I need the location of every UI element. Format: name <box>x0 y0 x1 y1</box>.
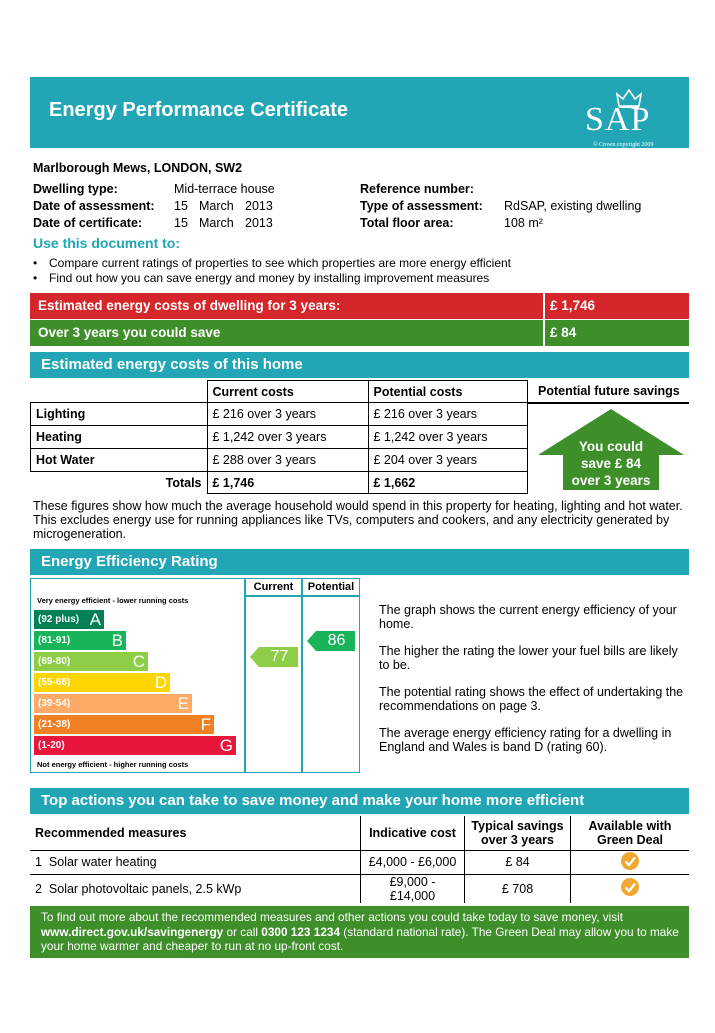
col-green-deal: Available with Green Deal <box>571 816 690 850</box>
cost-cell: £4,000 - £6,000 <box>361 850 465 874</box>
assessment-type-label: Type of assessment: <box>360 199 483 213</box>
row-current: £ 1,242 over 3 years <box>207 426 368 449</box>
assessment-year: 2013 <box>245 199 273 213</box>
property-address: Marlborough Mews, LONDON, SW2 <box>33 161 243 175</box>
table-row <box>30 850 689 874</box>
page-title: Energy Performance Certificate <box>49 99 349 121</box>
certificate-month: March <box>199 216 234 230</box>
explain-paragraph: The potential rating shows the effect of undertaking the recommendations on page 3. <box>379 685 684 713</box>
row-label: Lighting <box>31 403 208 426</box>
rating-band-c <box>34 652 148 671</box>
efficiency-explanation <box>379 603 689 754</box>
band-letter: G <box>219 736 233 755</box>
rating-band-g <box>34 736 236 755</box>
table-row <box>31 403 528 426</box>
col-current: Current <box>253 581 294 593</box>
green-deal-cell <box>571 874 690 903</box>
assessment-type-value: RdSAP, existing dwelling <box>504 199 642 213</box>
reference-label: Reference number: <box>360 182 474 196</box>
explain-paragraph: The average energy efficiency rating for a dwelling in England and Wales is band D (rating 60). <box>379 726 672 754</box>
explain-paragraph: The higher the rating the lower your fuel bills are likely to be. <box>379 644 678 672</box>
totals-row <box>31 472 528 494</box>
row-potential: £ 216 over 3 years <box>368 403 528 426</box>
row-label: Heating <box>31 426 208 449</box>
certificate-header <box>30 77 689 148</box>
list-item: • Compare current ratings of properties to see which properties are more energy efficient <box>33 256 512 270</box>
measure-cell: 1 Solar water heating <box>30 850 361 874</box>
band-range: (21-38) <box>38 719 71 730</box>
table-row <box>31 426 528 449</box>
col-current-costs: Current costs <box>207 381 368 403</box>
col-future-savings: Potential future savings <box>538 384 680 398</box>
measure-cell: 2 Solar photovoltaic panels, 2.5 kWp <box>30 874 361 903</box>
use-document-heading: Use this document to: <box>33 235 181 251</box>
table-row <box>31 449 528 472</box>
check-circle-icon <box>621 878 639 896</box>
costs-table <box>30 380 528 494</box>
estimated-cost-value: £ 1,746 <box>550 298 596 313</box>
costs-section-header <box>30 352 689 378</box>
list-item: • Find out how you can save energy and money by installing improvement measures <box>33 271 490 285</box>
save-label: Over 3 years you could save <box>38 325 221 340</box>
certificate-day: 15 <box>174 216 188 230</box>
row-current: £ 288 over 3 years <box>207 449 368 472</box>
band-letter: E <box>177 694 189 713</box>
actions-section-title: Top actions you can take to save money and make your home more efficient <box>41 792 585 809</box>
row-current: £ 216 over 3 years <box>207 403 368 426</box>
certificate-date-label: Date of certificate: <box>33 216 143 230</box>
row-label: Hot Water <box>31 449 208 472</box>
potential-rating: 86 <box>327 632 346 649</box>
savings-cell: £ 708 <box>465 874 571 903</box>
band-range: (69-80) <box>38 656 71 667</box>
efficient-label: Very energy efficient - lower running costs <box>37 596 189 605</box>
cost-cell: £9,000 - £14,000 <box>361 874 465 903</box>
estimated-cost-label: Estimated energy costs of dwelling for 3 years: <box>38 298 341 313</box>
band-letter: C <box>132 652 145 671</box>
costs-section-title: Estimated energy costs of this home <box>41 356 303 373</box>
band-letter: A <box>89 610 101 629</box>
savingenergy-link[interactable]: www.direct.gov.uk/savingenergy <box>41 924 224 939</box>
totals-current: £ 1,746 <box>207 472 368 494</box>
efficiency-section-title: Energy Efficiency Rating <box>41 553 218 570</box>
sap-logo-letters: SAP <box>585 101 651 138</box>
estimated-cost-bar <box>30 293 689 319</box>
col-savings: Typical savings over 3 years <box>465 816 571 850</box>
rating-band-e <box>34 694 192 713</box>
assessment-day: 15 <box>174 199 188 213</box>
row-potential: £ 204 over 3 years <box>368 449 528 472</box>
rating-band-f <box>34 715 214 734</box>
assessment-month: March <box>199 199 234 213</box>
efficiency-section-header <box>30 549 689 575</box>
totals-label: Totals <box>31 472 208 494</box>
band-range: (39-54) <box>38 698 71 709</box>
rating-band-b <box>34 631 126 650</box>
footer-banner <box>30 906 689 958</box>
band-range: (55-68) <box>38 677 71 688</box>
use-document-list <box>33 256 511 286</box>
phone-number: 0300 123 1234 <box>261 924 341 939</box>
sap-logo <box>585 89 673 148</box>
table-row <box>30 874 689 903</box>
certificate-year: 2013 <box>245 216 273 230</box>
savings-arrow-text: You could save £ 84 over 3 years <box>571 439 651 488</box>
costs-note: These figures show how much the average household would spend in this property for heating, lighting and hot water. This excludes energy use for running appliances like TVs, computers and cookers, and any electricity generated by microgeneration. <box>33 499 683 541</box>
band-range: (1-20) <box>38 740 65 751</box>
col-cost: Indicative cost <box>361 816 465 850</box>
rating-bands <box>34 610 242 758</box>
col-potential-costs: Potential costs <box>368 381 528 403</box>
inefficient-label: Not energy efficient - higher running costs <box>37 760 189 769</box>
actions-section-header <box>30 788 689 814</box>
explain-paragraph: The graph shows the current energy efficiency of your home. <box>379 603 677 631</box>
col-measures: Recommended measures <box>30 816 361 850</box>
dwelling-type-label: Dwelling type: <box>33 182 118 196</box>
check-circle-icon <box>621 852 639 870</box>
band-range: (81-91) <box>38 635 71 646</box>
band-letter: D <box>154 673 167 692</box>
efficiency-chart <box>30 578 360 773</box>
band-range: (92 plus) <box>38 614 80 625</box>
current-rating: 77 <box>270 648 289 665</box>
band-letter: F <box>200 715 211 734</box>
actions-table <box>30 816 689 903</box>
band-letter: B <box>111 631 123 650</box>
assessment-date-label: Date of assessment: <box>33 199 155 213</box>
savings-cell: £ 84 <box>465 850 571 874</box>
col-potential: Potential <box>307 581 355 593</box>
rating-band-d <box>34 673 170 692</box>
rating-band-a <box>34 610 104 629</box>
property-details <box>33 182 693 236</box>
green-deal-cell <box>571 850 690 874</box>
dwelling-type-value: Mid-terrace house <box>174 182 275 196</box>
crown-copyright: © Crown copyright 2009 <box>593 142 654 148</box>
save-value: £ 84 <box>550 325 577 340</box>
save-bar <box>30 320 689 346</box>
floor-area-label: Total floor area: <box>360 216 454 230</box>
footer-text: To find out more about the recommended measures and other actions you could take today to save money, visit www.direct.gov.uk/savingenergy or call 0300 123 1234 (standard national rate). The Green Deal may allow you to make your home warmer and cheaper to run at no up-front cost. <box>41 910 679 953</box>
floor-area-value: 108 m² <box>504 216 543 230</box>
row-potential: £ 1,242 over 3 years <box>368 426 528 449</box>
totals-potential: £ 1,662 <box>368 472 528 494</box>
